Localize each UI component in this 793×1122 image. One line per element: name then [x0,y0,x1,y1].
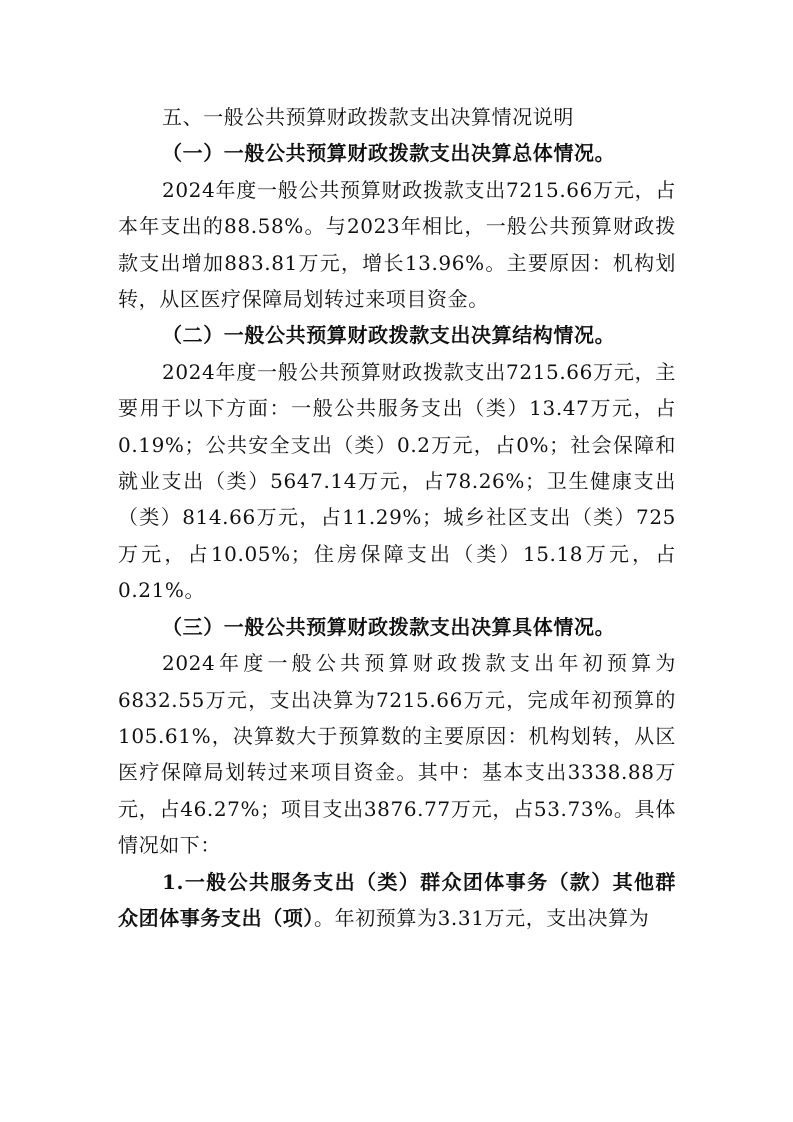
section-title: 五、一般公共预算财政拨款支出决算情况说明 [162,105,574,129]
item-1-bold-lead: 1.一般公共服务支出（类）群众团体事务（款）其他群众团体事务支出（项） [118,869,676,930]
subsection-3-heading: （三）一般公共预算财政拨款支出决算具体情况。 [162,614,616,639]
subsection-1-heading: （一）一般公共预算财政拨款支出决算总体情况。 [162,141,616,166]
item-1-paragraph [118,864,676,937]
document-body [118,99,676,936]
item-1-text: 。年初预算为3.31万元，支出决算为 [314,905,650,930]
subsection-2-heading: （二）一般公共预算财政拨款支出决算结构情况。 [162,323,616,348]
subsection-1-paragraph: 2024年度一般公共预算财政拨款支出7215.66万元，占本年支出的88.58%。与2023年相比，一般公共预算财政拨款支出增加883.81万元，增长13.96%。主要原因：机构划转，从区医疗保障局划转过来项目资金。 [118,177,676,312]
subsection-3-paragraph: 2024年度一般公共预算财政拨款支出年初预算为6832.55万元，支出决算为7215.66万元，完成年初预算的105.61%，决算数大于预算数的主要原因：机构划转，从区医疗保障局划转过来项目资金。其中：基本支出3338.88万元，占46.27%；项目支出3876.77万元，占53.73%。具体情况如下： [118,651,676,858]
subsection-2-paragraph: 2024年度一般公共预算财政拨款支出7215.66万元，主要用于以下方面：一般公共服务支出（类）13.47万元，占0.19%；公共安全支出（类）0.2万元，占0%；社会保障和就业支出（类）5647.14万元，占78.26%；卫生健康支出（类）814.66万元，占11.29%；城乡社区支出（类）725万元，占10.05%；住房保障支出（类）15.18万元，占0.21%。 [118,359,676,603]
